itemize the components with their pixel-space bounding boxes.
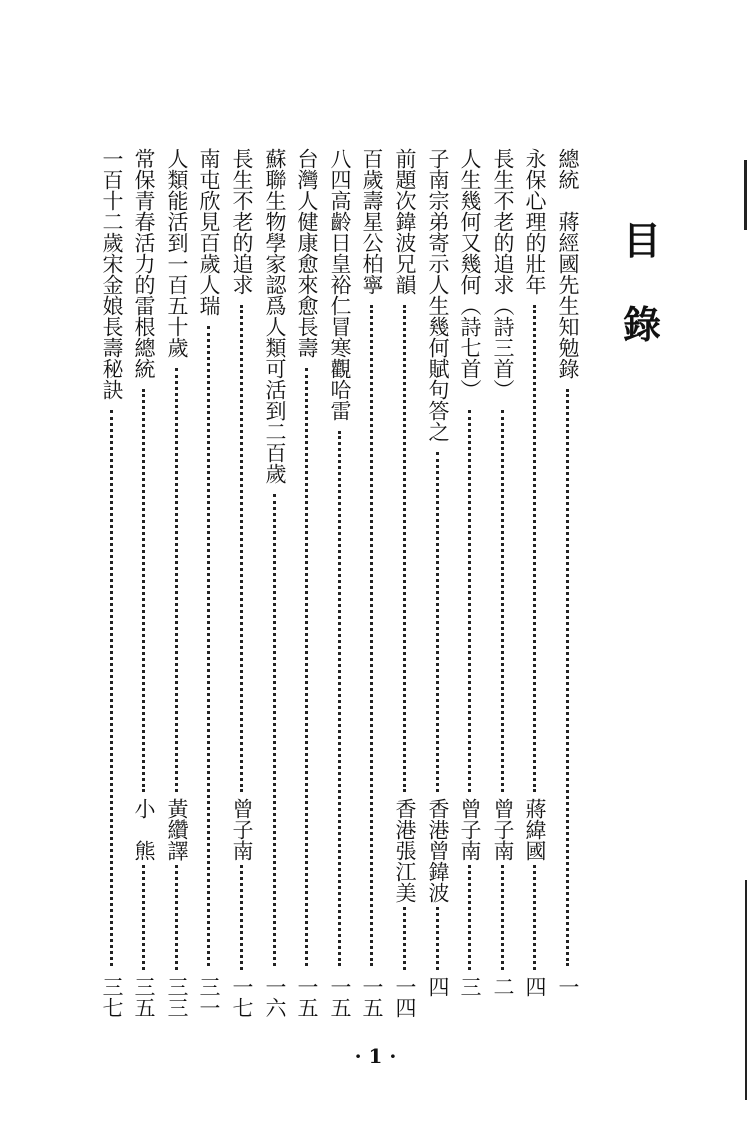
toc-entry[interactable] — [520, 148, 550, 1048]
toc-entry-author: 曾子南 — [230, 798, 254, 861]
dot-leader — [501, 865, 504, 970]
toc-entry-page: 一五 — [295, 976, 319, 1018]
dot-leader — [533, 865, 536, 970]
toc-entry-title: 長生不老的追求 — [230, 148, 254, 295]
toc-entry-title: 總統 蔣經國先生知勉錄 — [556, 148, 580, 379]
toc-entry-page: 三 — [458, 976, 482, 997]
page-number: · 1 · — [354, 1044, 397, 1068]
toc-entry-page: 四 — [523, 976, 547, 997]
dot-leader — [468, 410, 471, 792]
dot-leader — [403, 907, 406, 970]
dot-leader — [240, 305, 243, 792]
toc-entry-title: 長生不老的追求（詩三首） — [491, 148, 515, 400]
toc-entry-page: 一 — [556, 976, 580, 997]
toc-entry-title: 一百十二歲宋金娘長壽秘訣 — [100, 148, 124, 400]
dot-leader — [501, 410, 504, 792]
toc-entry-page: 一四 — [393, 976, 417, 1018]
toc-entry-author: 香港曾鍏波 — [426, 798, 450, 903]
toc-entry[interactable] — [129, 148, 159, 1048]
toc-entry-title: 永保心理的壯年 — [523, 148, 547, 295]
toc-entry-title: 台灣人健康愈來愈長壽 — [295, 148, 319, 358]
toc-entry[interactable] — [423, 148, 453, 1048]
toc-entry[interactable] — [227, 148, 257, 1048]
dot-leader — [468, 865, 471, 970]
toc-entry-title: 人生幾何又幾何（詩七首） — [458, 148, 482, 400]
dot-leader — [207, 326, 210, 966]
dot-leader — [436, 452, 439, 792]
toc-entry[interactable] — [325, 148, 355, 1048]
toc-entry-title: 人類能活到一百五十歲 — [165, 148, 189, 358]
toc-entry[interactable] — [194, 148, 224, 1048]
toc-entry[interactable] — [553, 148, 583, 1048]
toc-entry-author: 曾子南 — [458, 798, 482, 861]
toc-entry-page: 三一 — [197, 976, 221, 1018]
toc-entry[interactable] — [97, 148, 127, 1048]
toc-entry-page: 一七 — [230, 976, 254, 1018]
dot-leader — [436, 907, 439, 970]
toc-entry-page: 一五 — [360, 976, 384, 1018]
dot-leader — [142, 389, 145, 792]
toc-entry-title: 常保青春活力的雷根總統 — [132, 148, 156, 379]
dot-leader — [273, 494, 276, 966]
dot-leader — [110, 410, 113, 966]
toc-entry[interactable] — [488, 148, 518, 1048]
toc-entry[interactable] — [390, 148, 420, 1048]
toc-entry-author: 香港張江美 — [393, 798, 417, 903]
toc-entry-page: 三七 — [100, 976, 124, 1018]
dot-leader — [240, 865, 243, 970]
dot-leader — [566, 389, 569, 966]
toc-entry-page: 一五 — [328, 976, 352, 1018]
dot-leader — [338, 431, 341, 966]
toc-entry-author: 黃纘譯 — [165, 798, 189, 861]
dot-leader — [403, 305, 406, 792]
toc-entry-page: 三五 — [132, 976, 156, 1018]
toc-entry[interactable] — [357, 148, 387, 1048]
toc-entry[interactable] — [292, 148, 322, 1048]
toc-entry-title: 蘇聯生物學家認爲人類可活到二百歲 — [263, 148, 287, 484]
dot-leader — [370, 305, 373, 966]
toc-entry-title: 南屯欣見百歲人瑞 — [197, 148, 221, 316]
toc-entry-page: 一六 — [263, 976, 287, 1018]
toc-entry-title: 八四高齡日皇裕仁冒寒觀哈雷 — [328, 148, 352, 421]
toc-entry-page: 三三 — [165, 976, 189, 1018]
binding-edge-mark — [744, 160, 747, 230]
toc-entry-page: 二 — [491, 976, 515, 997]
toc-entry-author: 曾子南 — [491, 798, 515, 861]
toc-entry-page: 四 — [426, 976, 450, 997]
toc-entry-author: 小 熊 — [132, 798, 156, 861]
page-title-char-1: 目 — [622, 218, 661, 263]
toc-entry[interactable] — [455, 148, 485, 1048]
dot-leader — [175, 368, 178, 792]
dot-leader — [305, 368, 308, 966]
toc-entry-author: 蔣緯國 — [523, 798, 547, 861]
toc-entry[interactable] — [162, 148, 192, 1048]
toc-entry-title: 百歲壽星公柏寧 — [360, 148, 384, 295]
toc-entry[interactable] — [260, 148, 290, 1048]
dot-leader — [175, 865, 178, 970]
dot-leader — [142, 865, 145, 970]
toc-entry-title: 子南宗弟寄示人生幾何賦句答之 — [426, 148, 450, 442]
page-title-char-2: 錄 — [622, 302, 661, 347]
binding-edge-mark — [745, 880, 747, 1100]
dot-leader — [533, 305, 536, 792]
toc-entry-title: 前題次鍏波兄韻 — [393, 148, 417, 295]
